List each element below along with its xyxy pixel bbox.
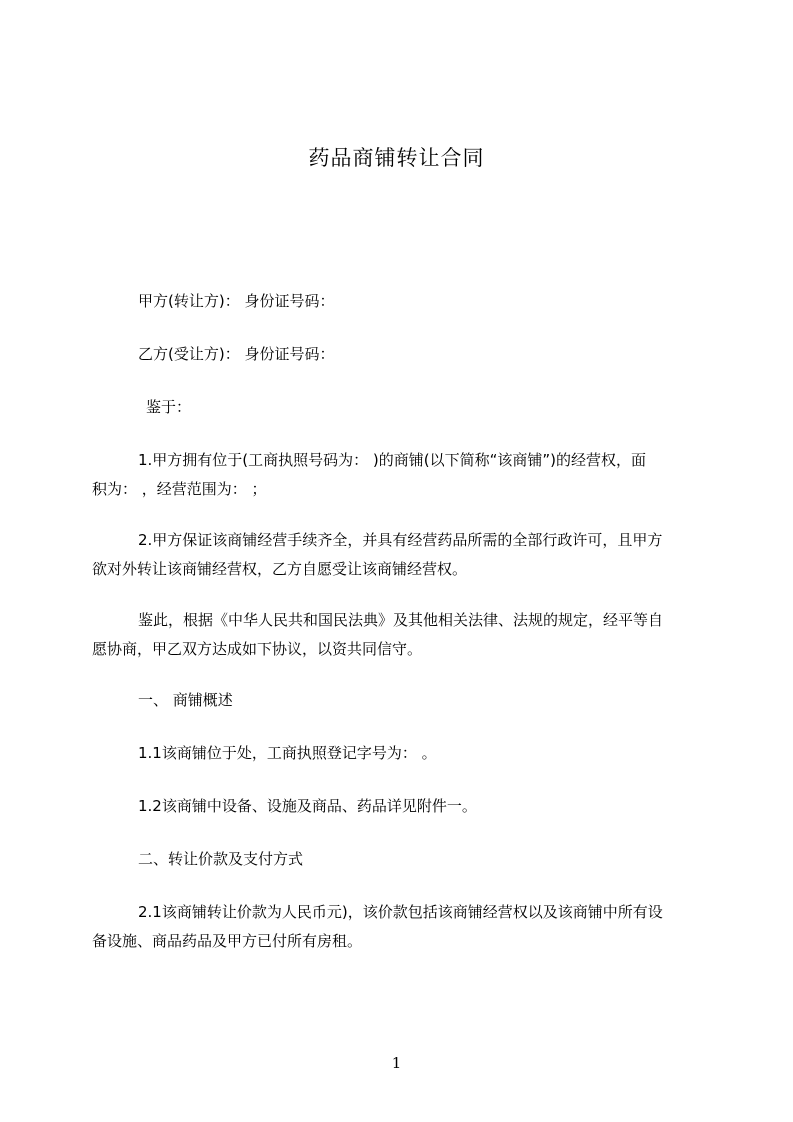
clause-1-2: 1.2该商铺中设备、设施及商品、药品详见附件一。 [138, 797, 477, 815]
preamble [92, 606, 712, 664]
recital-2-line-2: 欲对外转让该商铺经营权，乙方自愿受让该商铺经营权。 [92, 560, 468, 578]
party-b-line: 乙方(受让方)： 身份证号码： [138, 345, 335, 363]
page-number: 1 [391, 1054, 402, 1072]
recital-1-line-1: 1.甲方拥有位于(工商执照号码为： )的商铺(以下简称“该商铺”)的经营权，面 [138, 451, 647, 469]
recital-2 [92, 526, 712, 584]
clause-2-1 [92, 898, 712, 956]
preamble-line-2: 愿协商，甲乙双方达成如下协议，以资共同信守。 [92, 640, 423, 658]
recital-2-line-1: 2.甲方保证该商铺经营手续齐全，并具有经营药品所需的全部行政许可，且甲方 [138, 531, 663, 549]
recital-1-line-2: 积为： ，经营范围为： ； [92, 480, 267, 498]
clause-2-1-line-1: 2.1该商铺转让价款为人民币元)，该价款包括该商铺经营权以及该商铺中所有设 [138, 903, 663, 921]
section-1-heading: 一、 商铺概述 [138, 691, 233, 709]
recital-1 [92, 446, 712, 504]
clause-2-1-line-2: 备设施、商品药品及甲方已付所有房租。 [92, 932, 363, 950]
clause-1-1: 1.1该商铺位于处，工商执照登记字号为： 。 [138, 744, 437, 762]
section-2-heading: 二、转让价款及支付方式 [138, 850, 304, 868]
party-a-line: 甲方(转让方)： 身份证号码： [138, 292, 335, 310]
preamble-line-1: 鉴此，根据《中华人民共和国民法典》及其他相关法律、法规的规定，经平等自 [138, 611, 664, 629]
whereas-heading: 鉴于： [146, 398, 192, 416]
document-title: 药品商铺转让合同 [308, 146, 485, 170]
